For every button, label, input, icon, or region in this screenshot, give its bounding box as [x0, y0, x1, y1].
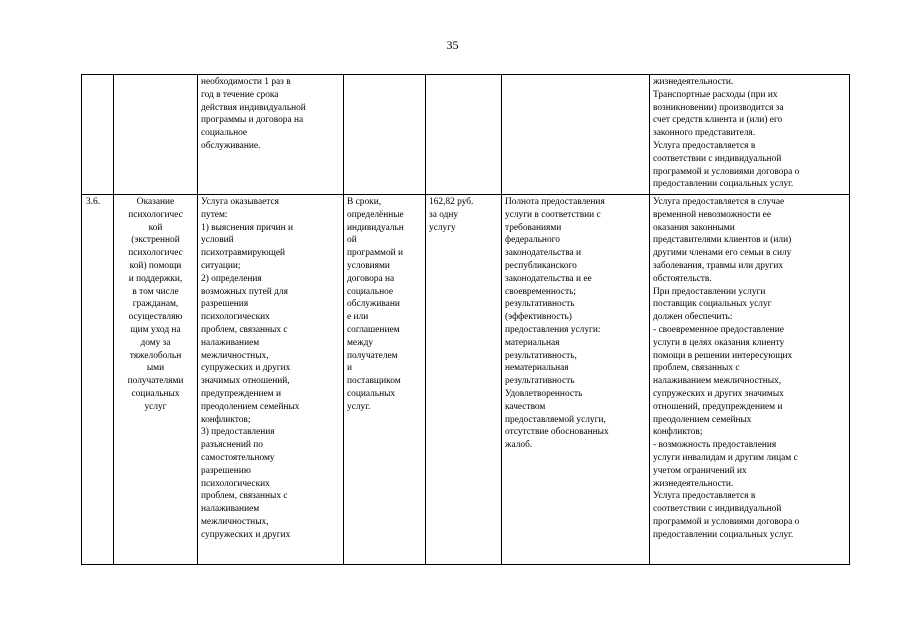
- cell-tariff: [426, 75, 502, 195]
- cell-service-content: Услуга оказывается путем: 1) выяснения причин и условий психотравмирующей ситуации; 2) определения возможных путей для разрешения психологических проблем, связанных с налаживанием межличностных, супружеских и других значимых отношений, предупреждением и преодолением семейных конфликтов; 3) предоставления разъяснений по самостоятельному разрешению психологических проблем, связанных с налаживанием межличностных, супружеских и других: [198, 195, 344, 565]
- cell-tariff: 162,82 руб. за одну услугу: [426, 195, 502, 565]
- page-number: 35: [446, 38, 459, 52]
- cell-terms: [344, 75, 426, 195]
- cell-service-name: [114, 75, 198, 195]
- cell-service-name: Оказание психологичес кой (экстренной психологичес кой) помощи и поддержки, в том числе гражданам, осуществляю щим уход на дому за тяжелобольн ыми получателями социальных услуг: [114, 195, 198, 565]
- cell-quality-indicators: Полнота предоставления услуги в соответствии с требованиями федерального законодательства и республиканского законодательства и ее своевременность; результативность (эффективность) предоставления услуги: материальная результативность, нематериальная результативность Удовлетворенность качеством предоставляемой услуги, отсутствие обоснованных жалоб.: [502, 195, 650, 565]
- cell-number: [82, 75, 114, 195]
- table-row: [82, 75, 850, 195]
- cell-service-content: необходимости 1 раз в год в течение срока действия индивидуальной программы и договора на социальное обслуживание.: [198, 75, 344, 195]
- cell-number: 3.6.: [82, 195, 114, 565]
- cell-conditions: жизнедеятельности. Транспортные расходы (при их возникновении) производится за счет средств клиента и (или) его законного представителя. Услуга предоставляется в соответствии с индивидуальной программой и условиями договора о предоставлении социальных услуг.: [650, 75, 850, 195]
- services-table: [81, 74, 850, 565]
- cell-conditions: Услуга предоставляется в случае временной невозможности ее оказания законными представителями клиентов и (или) другими членами его семьи в силу заболевания, травмы или других обстоятельств. При предоставлении услуги поставщик социальных услуг должен обеспечить: - своевременное предоставление услуги в целях оказания клиенту помощи в решении интересующих проблем, связанных с налаживанием межличностных, супружеских и других значимых отношений, предупреждением и преодолением семейных конфликтов; - возможность предоставления услуги инвалидам и другим лицам с учетом ограничений их жизнедеятельности. Услуга предоставляется в соответствии с индивидуальной программой и условиями договора о предоставлении социальных услуг.: [650, 195, 850, 565]
- cell-terms: В сроки, определённые индивидуальн ой программой и условиями договора на социальное обслуживани е или соглашением между получателем и поставщиком социальных услуг.: [344, 195, 426, 565]
- cell-quality-indicators: [502, 75, 650, 195]
- table-row: [82, 195, 850, 565]
